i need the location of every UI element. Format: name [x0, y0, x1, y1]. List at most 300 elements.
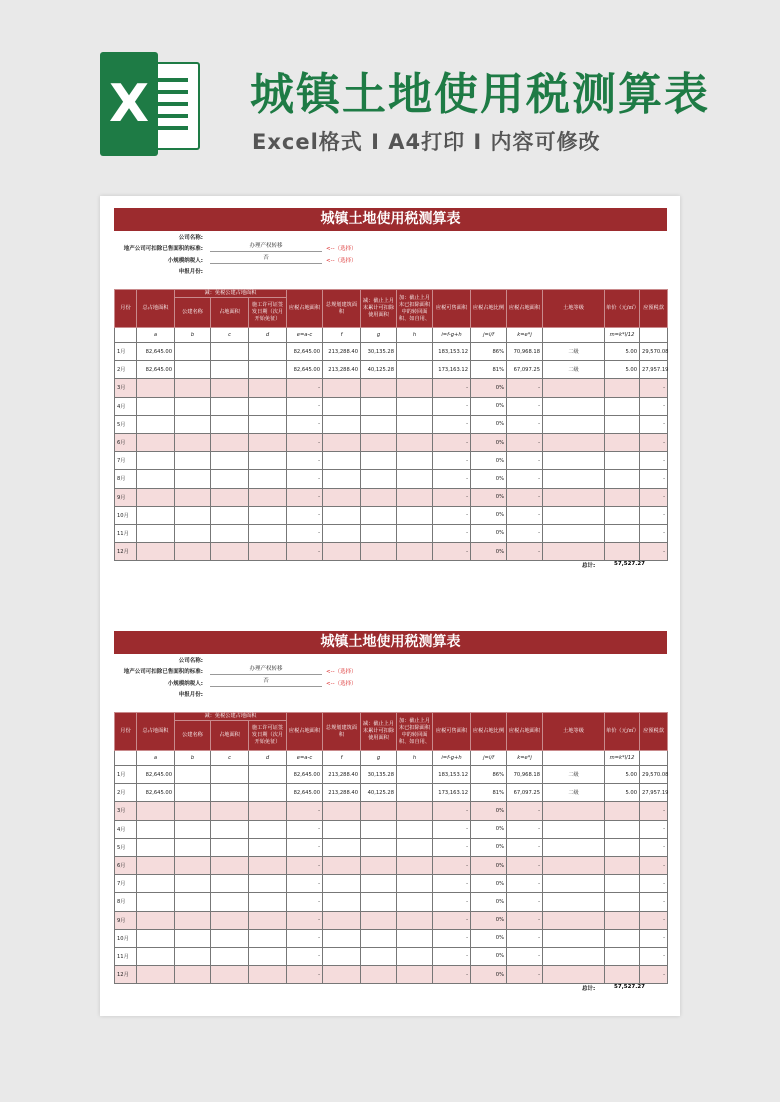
cell[interactable]: [397, 784, 433, 802]
cell[interactable]: [605, 838, 640, 856]
cell[interactable]: 82,645.00: [287, 766, 323, 784]
cell[interactable]: 213,288.40: [323, 361, 361, 379]
cell[interactable]: [175, 947, 211, 965]
cell[interactable]: -: [640, 947, 668, 965]
cell[interactable]: [175, 875, 211, 893]
cell[interactable]: [605, 893, 640, 911]
cell[interactable]: 5月: [115, 838, 137, 856]
cell[interactable]: [175, 893, 211, 911]
cell[interactable]: [137, 856, 175, 874]
standard-select[interactable]: 办理产权转移: [210, 664, 322, 675]
cell[interactable]: [605, 856, 640, 874]
cell[interactable]: [175, 820, 211, 838]
cell[interactable]: [543, 524, 605, 542]
cell[interactable]: [137, 802, 175, 820]
cell[interactable]: -: [287, 415, 323, 433]
cell[interactable]: [543, 911, 605, 929]
cell[interactable]: 3月: [115, 802, 137, 820]
cell[interactable]: 3月: [115, 379, 137, 397]
cell[interactable]: 0%: [471, 929, 507, 947]
cell[interactable]: [323, 856, 361, 874]
cell[interactable]: [605, 543, 640, 561]
cell[interactable]: 0%: [471, 875, 507, 893]
cell[interactable]: [249, 433, 287, 451]
cell[interactable]: 0%: [471, 470, 507, 488]
cell[interactable]: [175, 543, 211, 561]
cell[interactable]: 0%: [471, 524, 507, 542]
cell[interactable]: [323, 452, 361, 470]
cell[interactable]: -: [287, 893, 323, 911]
cell[interactable]: -: [287, 524, 323, 542]
cell[interactable]: [361, 911, 397, 929]
cell[interactable]: [211, 524, 249, 542]
cell[interactable]: [361, 966, 397, 984]
cell[interactable]: -: [507, 452, 543, 470]
cell[interactable]: -: [433, 802, 471, 820]
cell[interactable]: -: [507, 838, 543, 856]
cell[interactable]: [397, 543, 433, 561]
cell[interactable]: [323, 966, 361, 984]
cell[interactable]: -: [433, 911, 471, 929]
cell[interactable]: [175, 766, 211, 784]
cell[interactable]: [211, 929, 249, 947]
cell[interactable]: -: [507, 893, 543, 911]
cell[interactable]: 6月: [115, 856, 137, 874]
cell[interactable]: -: [640, 415, 668, 433]
cell[interactable]: [175, 470, 211, 488]
cell[interactable]: [175, 838, 211, 856]
cell[interactable]: -: [507, 875, 543, 893]
cell[interactable]: [361, 893, 397, 911]
cell[interactable]: 7月: [115, 875, 137, 893]
cell[interactable]: [211, 397, 249, 415]
cell[interactable]: 27,957.19: [640, 784, 668, 802]
cell[interactable]: -: [640, 433, 668, 451]
cell[interactable]: [361, 856, 397, 874]
cell[interactable]: [397, 470, 433, 488]
cell[interactable]: [397, 911, 433, 929]
cell[interactable]: 二级: [543, 361, 605, 379]
cell[interactable]: [249, 875, 287, 893]
cell[interactable]: [249, 893, 287, 911]
cell[interactable]: [249, 397, 287, 415]
cell[interactable]: -: [433, 379, 471, 397]
cell[interactable]: [211, 856, 249, 874]
cell[interactable]: -: [287, 452, 323, 470]
cell[interactable]: 0%: [471, 397, 507, 415]
cell[interactable]: [323, 433, 361, 451]
cell[interactable]: [605, 415, 640, 433]
cell[interactable]: -: [507, 433, 543, 451]
cell[interactable]: [361, 838, 397, 856]
cell[interactable]: [211, 379, 249, 397]
cell[interactable]: 0%: [471, 966, 507, 984]
cell[interactable]: [605, 397, 640, 415]
cell[interactable]: -: [287, 433, 323, 451]
cell[interactable]: 213,288.40: [323, 343, 361, 361]
cell[interactable]: [323, 802, 361, 820]
cell[interactable]: 81%: [471, 361, 507, 379]
cell[interactable]: 8月: [115, 470, 137, 488]
cell[interactable]: [137, 433, 175, 451]
cell[interactable]: [605, 947, 640, 965]
cell[interactable]: [543, 470, 605, 488]
cell[interactable]: -: [507, 911, 543, 929]
cell[interactable]: -: [640, 911, 668, 929]
cell[interactable]: 81%: [471, 784, 507, 802]
cell[interactable]: [175, 856, 211, 874]
cell[interactable]: [605, 433, 640, 451]
cell[interactable]: [175, 911, 211, 929]
cell[interactable]: 82,645.00: [287, 343, 323, 361]
cell[interactable]: [323, 947, 361, 965]
cell[interactable]: -: [507, 543, 543, 561]
cell[interactable]: -: [433, 415, 471, 433]
cell[interactable]: [323, 929, 361, 947]
cell[interactable]: [361, 802, 397, 820]
cell[interactable]: [249, 488, 287, 506]
cell[interactable]: [605, 820, 640, 838]
cell[interactable]: [137, 820, 175, 838]
cell[interactable]: [137, 452, 175, 470]
cell[interactable]: [605, 875, 640, 893]
cell[interactable]: -: [433, 524, 471, 542]
cell[interactable]: -: [507, 415, 543, 433]
cell[interactable]: 10月: [115, 929, 137, 947]
cell[interactable]: -: [287, 911, 323, 929]
cell[interactable]: -: [507, 820, 543, 838]
cell[interactable]: -: [433, 893, 471, 911]
cell[interactable]: [323, 543, 361, 561]
cell[interactable]: 1月: [115, 766, 137, 784]
cell[interactable]: [211, 966, 249, 984]
cell[interactable]: -: [640, 802, 668, 820]
cell[interactable]: 70,968.18: [507, 766, 543, 784]
cell[interactable]: [397, 947, 433, 965]
cell[interactable]: [137, 415, 175, 433]
cell[interactable]: [211, 506, 249, 524]
cell[interactable]: 1月: [115, 343, 137, 361]
cell[interactable]: [175, 433, 211, 451]
cell[interactable]: 0%: [471, 433, 507, 451]
cell[interactable]: 173,163.12: [433, 361, 471, 379]
cell[interactable]: [397, 875, 433, 893]
cell[interactable]: [211, 361, 249, 379]
cell[interactable]: [211, 452, 249, 470]
cell[interactable]: 82,645.00: [137, 766, 175, 784]
cell[interactable]: 0%: [471, 838, 507, 856]
cell[interactable]: 0%: [471, 415, 507, 433]
cell[interactable]: [323, 838, 361, 856]
cell[interactable]: 70,968.18: [507, 343, 543, 361]
cell[interactable]: [397, 452, 433, 470]
cell[interactable]: [323, 911, 361, 929]
cell[interactable]: [323, 488, 361, 506]
cell[interactable]: [137, 397, 175, 415]
cell[interactable]: [605, 524, 640, 542]
cell[interactable]: -: [433, 543, 471, 561]
cell[interactable]: [137, 947, 175, 965]
cell[interactable]: 11月: [115, 524, 137, 542]
cell[interactable]: [397, 966, 433, 984]
cell[interactable]: [361, 947, 397, 965]
cell[interactable]: [361, 488, 397, 506]
cell[interactable]: [175, 452, 211, 470]
cell[interactable]: -: [287, 947, 323, 965]
cell[interactable]: -: [433, 470, 471, 488]
cell[interactable]: -: [287, 856, 323, 874]
cell[interactable]: [543, 433, 605, 451]
cell[interactable]: [361, 929, 397, 947]
cell[interactable]: -: [287, 966, 323, 984]
cell[interactable]: [211, 343, 249, 361]
cell[interactable]: [543, 929, 605, 947]
cell[interactable]: [137, 488, 175, 506]
cell[interactable]: 6月: [115, 433, 137, 451]
cell[interactable]: 5月: [115, 415, 137, 433]
cell[interactable]: 29,570.08: [640, 343, 668, 361]
cell[interactable]: -: [433, 929, 471, 947]
cell[interactable]: -: [507, 856, 543, 874]
cell[interactable]: -: [287, 543, 323, 561]
cell[interactable]: -: [507, 929, 543, 947]
cell[interactable]: 0%: [471, 488, 507, 506]
cell[interactable]: [175, 488, 211, 506]
cell[interactable]: [249, 543, 287, 561]
cell[interactable]: -: [640, 838, 668, 856]
cell[interactable]: [361, 506, 397, 524]
cell[interactable]: [323, 397, 361, 415]
cell[interactable]: [175, 343, 211, 361]
cell[interactable]: -: [433, 452, 471, 470]
cell[interactable]: 0%: [471, 947, 507, 965]
cell[interactable]: [137, 379, 175, 397]
cell[interactable]: 8月: [115, 893, 137, 911]
cell[interactable]: [361, 415, 397, 433]
cell[interactable]: [175, 415, 211, 433]
cell[interactable]: [211, 543, 249, 561]
cell[interactable]: -: [640, 488, 668, 506]
cell[interactable]: [137, 893, 175, 911]
cell[interactable]: [323, 470, 361, 488]
cell[interactable]: [137, 524, 175, 542]
small-taxpayer-select[interactable]: 否: [210, 253, 322, 264]
cell[interactable]: [361, 543, 397, 561]
cell[interactable]: [361, 820, 397, 838]
cell[interactable]: [211, 784, 249, 802]
cell[interactable]: [543, 543, 605, 561]
cell[interactable]: -: [433, 820, 471, 838]
cell[interactable]: 2月: [115, 784, 137, 802]
cell[interactable]: -: [287, 397, 323, 415]
cell[interactable]: 0%: [471, 856, 507, 874]
cell[interactable]: [249, 802, 287, 820]
cell[interactable]: -: [507, 524, 543, 542]
cell[interactable]: [249, 379, 287, 397]
cell[interactable]: 0%: [471, 893, 507, 911]
cell[interactable]: 67,097.25: [507, 361, 543, 379]
cell[interactable]: [605, 506, 640, 524]
small-taxpayer-select[interactable]: 否: [210, 676, 322, 687]
cell[interactable]: -: [640, 966, 668, 984]
cell[interactable]: 173,163.12: [433, 784, 471, 802]
cell[interactable]: 2月: [115, 361, 137, 379]
cell[interactable]: -: [507, 470, 543, 488]
cell[interactable]: -: [433, 875, 471, 893]
cell[interactable]: 82,645.00: [137, 784, 175, 802]
cell[interactable]: [605, 470, 640, 488]
cell[interactable]: 0%: [471, 379, 507, 397]
cell[interactable]: 213,288.40: [323, 766, 361, 784]
cell[interactable]: [249, 947, 287, 965]
cell[interactable]: 10月: [115, 506, 137, 524]
cell[interactable]: 27,957.19: [640, 361, 668, 379]
cell[interactable]: [397, 379, 433, 397]
cell[interactable]: [323, 415, 361, 433]
cell[interactable]: [397, 361, 433, 379]
cell[interactable]: -: [640, 543, 668, 561]
cell[interactable]: [211, 766, 249, 784]
cell[interactable]: [137, 966, 175, 984]
cell[interactable]: [249, 856, 287, 874]
cell[interactable]: 二级: [543, 784, 605, 802]
cell[interactable]: [249, 929, 287, 947]
cell[interactable]: [605, 802, 640, 820]
cell[interactable]: [323, 875, 361, 893]
cell[interactable]: [175, 802, 211, 820]
cell[interactable]: 5.00: [605, 343, 640, 361]
cell[interactable]: [543, 488, 605, 506]
cell[interactable]: 86%: [471, 766, 507, 784]
cell[interactable]: [605, 452, 640, 470]
cell[interactable]: -: [640, 893, 668, 911]
cell[interactable]: [361, 524, 397, 542]
cell[interactable]: [249, 506, 287, 524]
cell[interactable]: [605, 379, 640, 397]
cell[interactable]: 11月: [115, 947, 137, 965]
cell[interactable]: [543, 379, 605, 397]
cell[interactable]: [605, 929, 640, 947]
cell[interactable]: -: [287, 838, 323, 856]
cell[interactable]: 5.00: [605, 784, 640, 802]
cell[interactable]: -: [640, 820, 668, 838]
cell[interactable]: [397, 802, 433, 820]
cell[interactable]: -: [433, 506, 471, 524]
cell[interactable]: 82,645.00: [137, 361, 175, 379]
cell[interactable]: [211, 488, 249, 506]
cell[interactable]: [397, 397, 433, 415]
cell[interactable]: [249, 470, 287, 488]
cell[interactable]: [397, 506, 433, 524]
cell[interactable]: [137, 506, 175, 524]
cell[interactable]: [361, 397, 397, 415]
cell[interactable]: -: [433, 838, 471, 856]
cell[interactable]: [211, 875, 249, 893]
cell[interactable]: 9月: [115, 488, 137, 506]
cell[interactable]: [543, 856, 605, 874]
cell[interactable]: 0%: [471, 543, 507, 561]
cell[interactable]: [211, 470, 249, 488]
cell[interactable]: -: [640, 524, 668, 542]
cell[interactable]: 0%: [471, 802, 507, 820]
cell[interactable]: [211, 947, 249, 965]
cell[interactable]: [397, 343, 433, 361]
cell[interactable]: [137, 838, 175, 856]
cell[interactable]: 183,153.12: [433, 343, 471, 361]
cell[interactable]: [397, 856, 433, 874]
cell[interactable]: -: [287, 506, 323, 524]
cell[interactable]: [323, 524, 361, 542]
cell[interactable]: 29,570.08: [640, 766, 668, 784]
cell[interactable]: -: [433, 966, 471, 984]
cell[interactable]: -: [640, 470, 668, 488]
cell[interactable]: [249, 911, 287, 929]
cell[interactable]: [137, 470, 175, 488]
cell[interactable]: -: [640, 452, 668, 470]
cell[interactable]: [397, 929, 433, 947]
cell[interactable]: [211, 911, 249, 929]
cell[interactable]: 9月: [115, 911, 137, 929]
cell[interactable]: 30,135.28: [361, 766, 397, 784]
cell[interactable]: -: [507, 802, 543, 820]
cell[interactable]: 4月: [115, 820, 137, 838]
cell[interactable]: [211, 838, 249, 856]
cell[interactable]: [543, 802, 605, 820]
cell[interactable]: [361, 452, 397, 470]
cell[interactable]: [361, 470, 397, 488]
cell[interactable]: [543, 506, 605, 524]
cell[interactable]: -: [433, 856, 471, 874]
cell[interactable]: [543, 820, 605, 838]
cell[interactable]: [397, 766, 433, 784]
standard-select[interactable]: 办理产权转移: [210, 241, 322, 252]
cell[interactable]: 67,097.25: [507, 784, 543, 802]
cell[interactable]: 二级: [543, 766, 605, 784]
cell[interactable]: 86%: [471, 343, 507, 361]
cell[interactable]: [543, 838, 605, 856]
cell[interactable]: [249, 820, 287, 838]
cell[interactable]: 213,288.40: [323, 784, 361, 802]
cell[interactable]: -: [287, 379, 323, 397]
cell[interactable]: -: [640, 875, 668, 893]
cell[interactable]: -: [287, 488, 323, 506]
cell[interactable]: [137, 911, 175, 929]
cell[interactable]: [249, 966, 287, 984]
cell[interactable]: [323, 893, 361, 911]
cell[interactable]: [397, 524, 433, 542]
cell[interactable]: [211, 433, 249, 451]
cell[interactable]: 0%: [471, 506, 507, 524]
cell[interactable]: [249, 452, 287, 470]
cell[interactable]: -: [433, 433, 471, 451]
cell[interactable]: [211, 820, 249, 838]
cell[interactable]: [175, 966, 211, 984]
cell[interactable]: [323, 379, 361, 397]
cell[interactable]: [361, 379, 397, 397]
cell[interactable]: -: [507, 397, 543, 415]
cell[interactable]: -: [507, 966, 543, 984]
cell[interactable]: -: [287, 875, 323, 893]
cell[interactable]: [543, 966, 605, 984]
cell[interactable]: [543, 875, 605, 893]
cell[interactable]: [397, 433, 433, 451]
cell[interactable]: 二级: [543, 343, 605, 361]
cell[interactable]: [397, 838, 433, 856]
cell[interactable]: [397, 488, 433, 506]
cell[interactable]: -: [433, 947, 471, 965]
cell[interactable]: -: [287, 929, 323, 947]
cell[interactable]: 5.00: [605, 361, 640, 379]
